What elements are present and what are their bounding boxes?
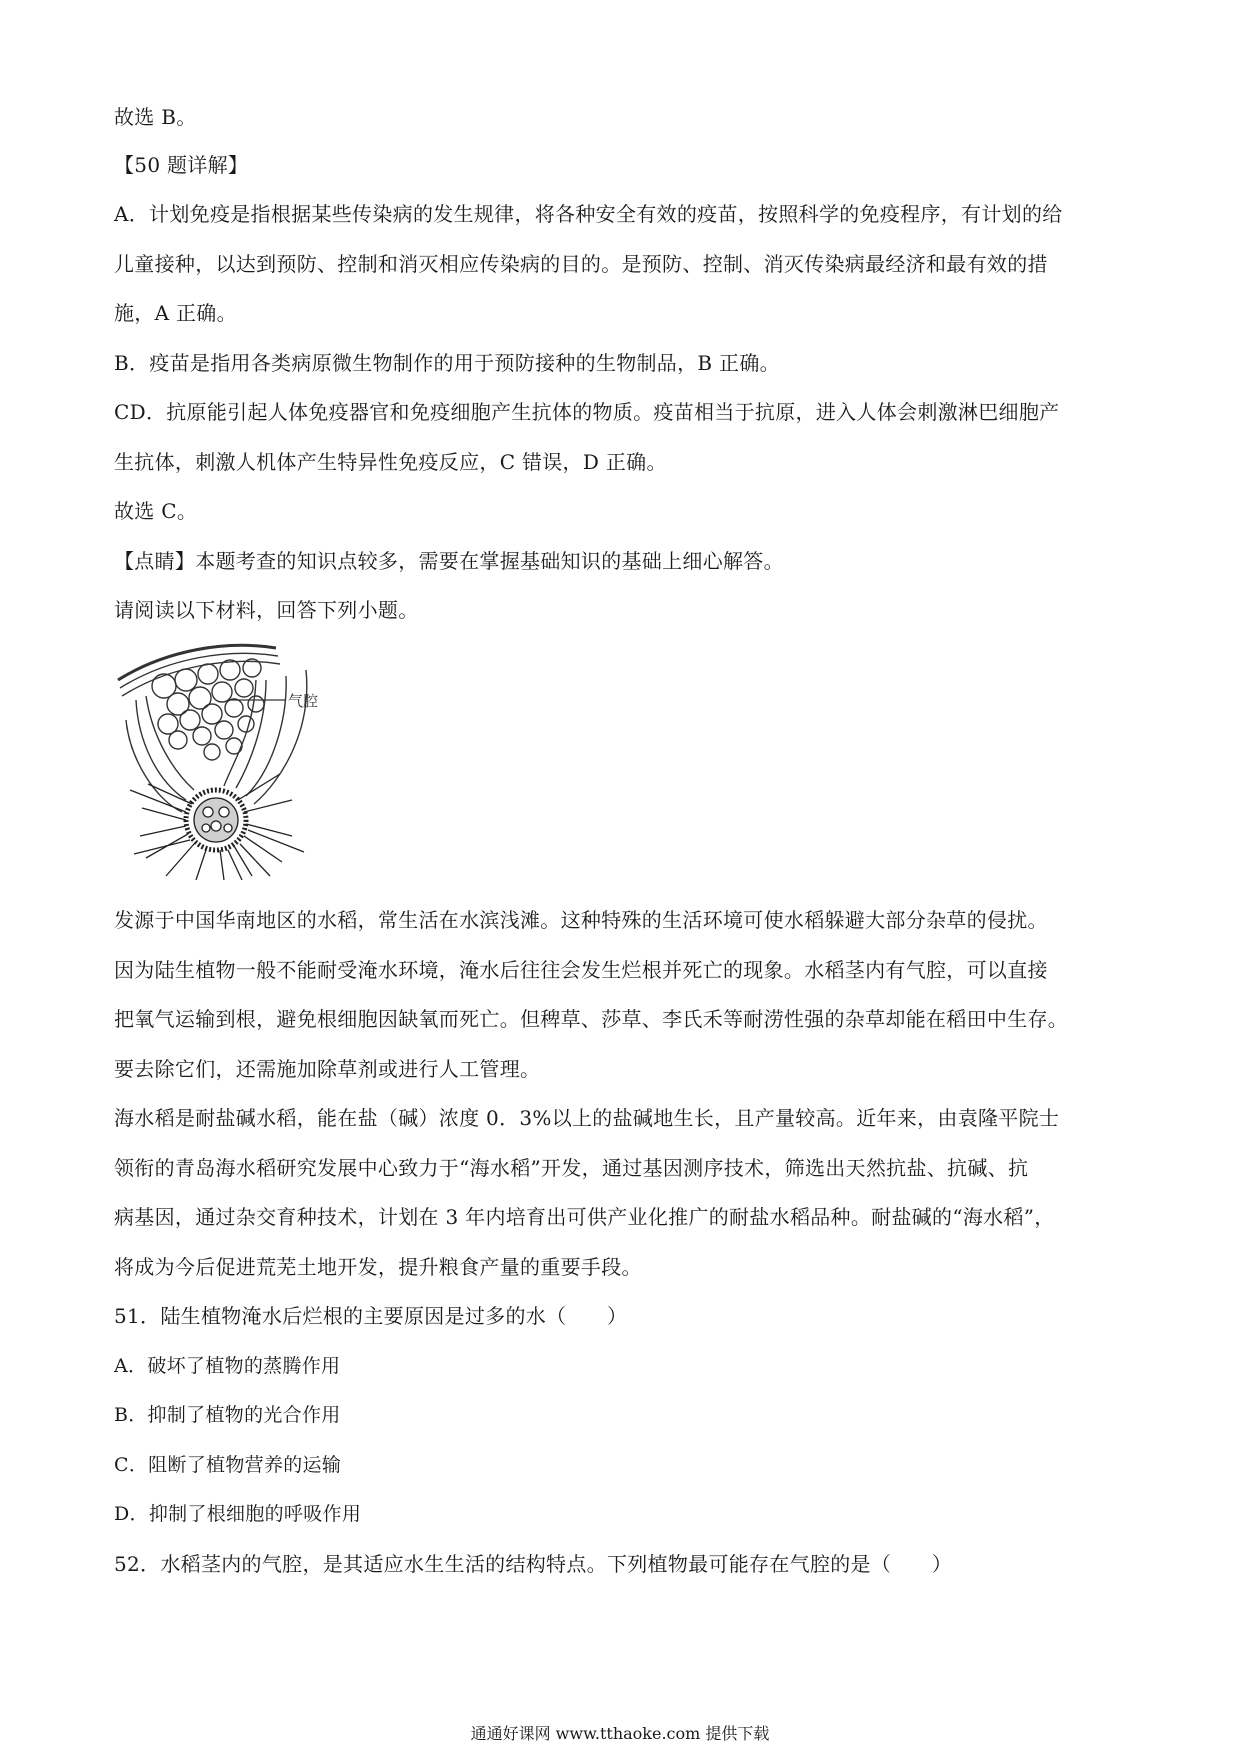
air-cavity-label: 气腔 <box>288 692 319 710</box>
question-51-option-c: C．阻断了植物营养的运输 <box>114 1454 342 1476</box>
section-heading: 【50 题详解】 <box>114 153 249 177</box>
explanation-line: 施，A 正确。 <box>114 301 237 325</box>
question-51-option-b: B．抑制了植物的光合作用 <box>114 1404 341 1426</box>
comment-line: 【点睛】本题考查的知识点较多，需要在掌握基础知识的基础上细心解答。 <box>114 549 784 573</box>
passage-line: 发源于中国华南地区的水稻，常生活在水滨浅滩。这种特殊的生活环境可使水稻躲避大部分杂草的侵扰。 <box>114 908 1048 932</box>
passage-line: 因为陆生植物一般不能耐受淹水环境，淹水后往往会发生烂根并死亡的现象。水稻茎内有气腔，可以直接 <box>114 958 1048 982</box>
instruction-line: 请阅读以下材料，回答下列小题。 <box>114 598 419 622</box>
answer-line: 故选 B。 <box>114 105 197 129</box>
passage-line: 领衔的青岛海水稻研究发展中心致力于“海水稻”开发，通过基因测序技术，筛选出天然抗盐、抗碱、抗 <box>114 1156 1029 1180</box>
explanation-line: B．疫苗是指用各类病原微生物制作的用于预防接种的生物制品，B 正确。 <box>114 351 780 375</box>
question-51-option-a: A．破坏了植物的蒸腾作用 <box>114 1355 341 1377</box>
answer-line: 故选 C。 <box>114 499 198 523</box>
question-51-option-d: D．抑制了根细胞的呼吸作用 <box>114 1503 362 1525</box>
explanation-line: 儿童接种，以达到预防、控制和消灭相应传染病的目的。是预防、控制、消灭传染病最经济和最有效的措 <box>114 252 1048 276</box>
page-footer: 通通好课网 www.tthaoke.com 提供下载 <box>470 1724 770 1743</box>
passage-line: 要去除它们，还需施加除草剂或进行人工管理。 <box>114 1057 541 1081</box>
rice-stem-cross-section-figure <box>116 640 348 880</box>
passage-line: 将成为今后促进荒芜土地开发，提升粮食产量的重要手段。 <box>114 1255 642 1279</box>
question-51: 51．陆生植物淹水后烂根的主要原因是过多的水（ ） <box>114 1304 628 1328</box>
question-52: 52．水稻茎内的气腔，是其适应水生生活的结构特点。下列植物最可能存在气腔的是（ ） <box>114 1552 953 1576</box>
explanation-line: A．计划免疫是指根据某些传染病的发生规律，将各种安全有效的疫苗，按照科学的免疫程序，有计划的给 <box>114 202 1063 226</box>
explanation-line: 生抗体，刺激人机体产生特异性免疫反应，C 错误，D 正确。 <box>114 450 667 474</box>
explanation-line: CD．抗原能引起人体免疫器官和免疫细胞产生抗体的物质。疫苗相当于抗原，进入人体会刺激淋巴细胞产 <box>114 400 1060 424</box>
passage-line: 海水稻是耐盐碱水稻，能在盐（碱）浓度 0．3%以上的盐碱地生长，且产量较高。近年来，由袁隆平院士 <box>114 1106 1060 1130</box>
passage-line: 病基因，通过杂交育种技术，计划在 3 年内培育出可供产业化推广的耐盐水稻品种。耐盐碱的“海水稻”， <box>114 1205 1055 1229</box>
passage-line: 把氧气运输到根，避免根细胞因缺氧而死亡。但稗草、莎草、李氏禾等耐涝性强的杂草却能在稻田中生存。 <box>114 1007 1069 1031</box>
